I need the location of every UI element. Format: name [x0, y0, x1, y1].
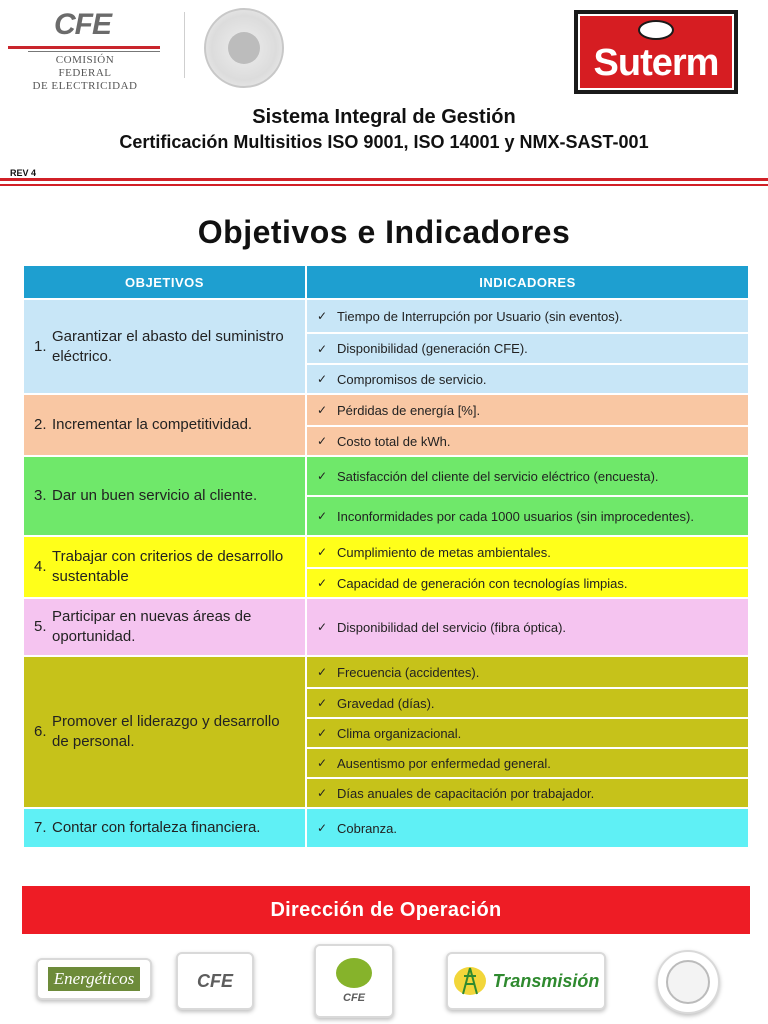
cfe-shield-logo: [176, 952, 254, 1010]
transmision-logo-text: Transmisión: [492, 970, 600, 991]
footer-logos: [0, 944, 768, 1020]
checkmark-icon: ✓: [317, 341, 328, 356]
energeticos-logo: [36, 958, 152, 1000]
objective-cell: [24, 457, 307, 535]
objective-cell: [24, 599, 307, 655]
indicator-row: [307, 363, 748, 393]
checkmark-icon: ✓: [317, 576, 328, 590]
cfe-logo-gray-line: [28, 51, 160, 52]
direccion-banner: Dirección de Operación: [22, 886, 750, 934]
objectives-table: [24, 266, 748, 847]
indicator-text: Satisfacción del cliente del servicio eléctrico (encuesta).: [337, 468, 659, 484]
page-title: Objetivos e Indicadores: [197, 214, 571, 250]
checkmark-icon: ✓: [317, 372, 328, 386]
objective-group: [24, 807, 748, 847]
cfe-name-line2: DE ELECTRICIDAD: [32, 80, 138, 92]
indicator-list: [307, 395, 748, 455]
indicator-list: [307, 457, 748, 535]
column-header-indicadores: INDICADORES: [479, 274, 576, 290]
objective-cell: [24, 657, 307, 807]
indicator-list: [307, 809, 748, 847]
indicator-list: [307, 300, 748, 393]
indicator-row: [307, 395, 748, 425]
header-divider: [184, 12, 185, 78]
checkmark-icon: ✓: [317, 821, 328, 835]
indicator-row: [307, 495, 748, 535]
indicator-text: Gravedad (días).: [337, 695, 435, 711]
generacion-bolt-icon: [336, 958, 372, 988]
indicator-text: Capacidad de generación con tecnologías limpias.: [337, 575, 628, 591]
transmision-logo: [446, 952, 606, 1010]
indicator-row: [307, 717, 748, 747]
header-rule-bottom: [0, 184, 768, 186]
objective-group: [24, 655, 748, 807]
checkmark-icon: ✓: [317, 509, 328, 523]
checkmark-icon: ✓: [317, 726, 328, 740]
suterm-emblem-icon: [638, 20, 674, 40]
objective-number: 6.: [34, 723, 47, 740]
objective-text: Incrementar la competitividad.: [52, 416, 253, 433]
objective-group: [24, 298, 748, 393]
objective-cell: [24, 809, 307, 847]
indicator-text: Disponibilidad del servicio (fibra óptica).: [337, 619, 567, 635]
indicator-text: Compromisos de servicio.: [337, 371, 487, 387]
checkmark-icon: ✓: [317, 434, 328, 448]
objective-group: [24, 393, 748, 455]
indicator-list: [307, 599, 748, 655]
cfe-logo-mark: CFE: [54, 8, 111, 41]
checkmark-icon: ✓: [317, 469, 328, 483]
mexico-seal-icon: [204, 8, 284, 88]
indicator-text: Cobranza.: [337, 820, 397, 836]
indicator-row: [307, 567, 748, 597]
distribucion-logo: [656, 950, 720, 1014]
indicator-row: [307, 300, 748, 332]
checkmark-icon: ✓: [317, 665, 328, 679]
checkmark-icon: ✓: [317, 403, 328, 417]
table-header: [24, 266, 748, 298]
distribucion-emblem-icon: [666, 960, 710, 1004]
objective-cell: [24, 537, 307, 597]
objective-text: Participar en nuevas áreas de oportunidad.: [52, 608, 252, 645]
indicator-list: [307, 537, 748, 597]
objective-number: 4.: [34, 558, 47, 575]
indicator-text: Clima organizacional.: [337, 725, 462, 741]
header-rule-top: [0, 178, 768, 181]
objective-group: [24, 455, 748, 535]
cfe-generacion-logo: [314, 944, 394, 1018]
transmission-tower-icon: [453, 964, 487, 998]
objective-number: 2.: [34, 416, 47, 433]
indicator-row: [307, 457, 748, 495]
objective-cell: [24, 300, 307, 393]
suterm-logo-text: Suterm: [593, 42, 719, 84]
cfe-name-line1: COMISIÓN FEDERAL: [55, 54, 115, 79]
indicator-list: [307, 657, 748, 807]
indicator-text: Costo total de kWh.: [337, 433, 451, 449]
indicator-text: Frecuencia (accidentes).: [337, 664, 480, 680]
indicator-row: [307, 332, 748, 363]
indicator-row: [307, 537, 748, 567]
objective-number: 5.: [34, 618, 47, 635]
checkmark-icon: ✓: [317, 756, 328, 770]
cfe-generacion-logo-text: CFE: [343, 992, 365, 1004]
indicator-text: Ausentismo por enfermedad general.: [337, 755, 551, 771]
indicator-text: Días anuales de capacitación por trabajador.: [337, 785, 595, 801]
objective-number: 7.: [34, 819, 47, 836]
indicator-row: [307, 657, 748, 687]
checkmark-icon: ✓: [317, 620, 328, 634]
column-header-objetivos: OBJETIVOS: [24, 266, 307, 298]
objective-cell: [24, 395, 307, 455]
checkmark-icon: ✓: [317, 786, 328, 800]
indicator-row: [307, 809, 748, 847]
indicator-row: [307, 777, 748, 807]
objective-group: [24, 535, 748, 597]
cfe-logo: [8, 8, 168, 92]
energeticos-logo-text: Energéticos: [48, 967, 141, 991]
objective-number: 1.: [34, 337, 47, 355]
checkmark-icon: ✓: [317, 696, 328, 710]
objective-number: 3.: [34, 487, 47, 504]
objective-group: [24, 597, 748, 655]
checkmark-icon: ✓: [317, 545, 328, 559]
revision-label: REV 4: [10, 168, 37, 178]
system-title: Sistema Integral de Gestión: [252, 106, 516, 128]
checkmark-icon: ✓: [317, 309, 328, 323]
indicator-text: Tiempo de Interrupción por Usuario (sin eventos).: [337, 308, 623, 324]
indicator-row: [307, 747, 748, 777]
objective-text: Dar un buen servicio al cliente.: [52, 487, 258, 504]
cfe-logo-red-line: [8, 46, 160, 49]
cfe-logo-name: [30, 54, 140, 93]
indicator-text: Pérdidas de energía [%].: [337, 402, 481, 418]
suterm-logo: [574, 10, 738, 94]
page-header: [0, 0, 768, 100]
objective-text: Garantizar el abasto del suministro eléctrico.: [52, 327, 284, 365]
objective-text: Contar con fortaleza financiera.: [52, 819, 261, 836]
indicator-row: [307, 425, 748, 455]
indicator-row: [307, 687, 748, 717]
objective-text: Trabajar con criterios de desarrollo sustentable: [52, 548, 284, 585]
indicator-row: [307, 599, 748, 655]
cfe-shield-logo-text: CFE: [197, 970, 233, 991]
indicator-text: Disponibilidad (generación CFE).: [337, 341, 528, 356]
indicator-text: Cumplimiento de metas ambientales.: [337, 544, 551, 560]
certification-title: Certificación Multisitios ISO 9001, ISO 14001 y NMX-SAST-001: [119, 132, 649, 152]
indicator-text: Inconformidades por cada 1000 usuarios (sin improcedentes).: [337, 508, 694, 524]
objective-text: Promover el liderazgo y desarrollo de personal.: [52, 713, 280, 750]
